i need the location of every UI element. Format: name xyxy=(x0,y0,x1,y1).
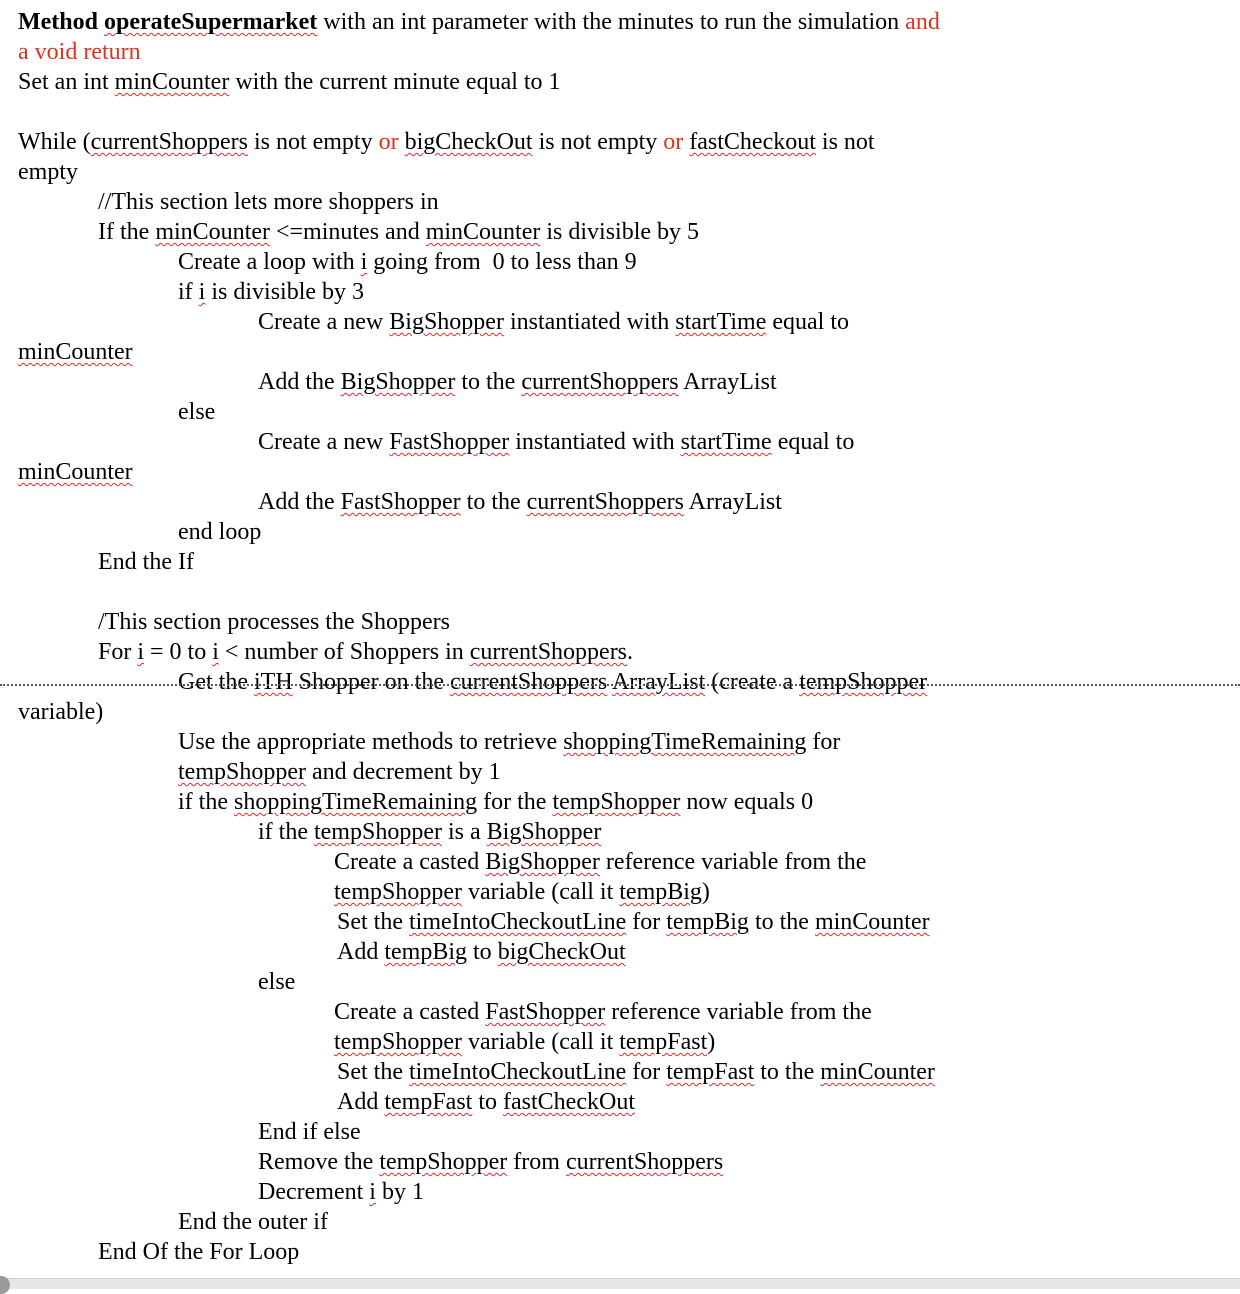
text-line xyxy=(334,1027,715,1057)
text-line xyxy=(98,547,194,577)
spellcheck-flagged-word: currentShoppers xyxy=(565,1149,724,1175)
spellcheck-flagged-word: shoppingTimeRemaining xyxy=(563,729,807,755)
text-line xyxy=(337,937,626,967)
text-line xyxy=(337,1057,935,1087)
text-segment: (create a xyxy=(705,669,800,695)
spellcheck-flagged-word: tempFast xyxy=(619,1029,708,1055)
text-segment: If the xyxy=(98,219,156,245)
spellcheck-flagged-word: i xyxy=(137,639,145,665)
spellcheck-flagged-word: minCounter xyxy=(18,339,133,365)
text-segment: to the xyxy=(460,489,527,515)
text-segment: . xyxy=(627,639,634,665)
text-segment: if the xyxy=(178,789,234,815)
spellcheck-flagged-word: timeIntoCheckoutLine xyxy=(409,909,627,935)
text-segment: from xyxy=(507,1149,566,1175)
text-line xyxy=(98,607,450,637)
spellcheck-flagged-word: fastCheckout xyxy=(689,129,816,155)
text-segment: with an int parameter with the minutes to run the simulation xyxy=(317,9,906,35)
text-segment: end loop xyxy=(178,519,262,545)
text-line xyxy=(337,907,930,937)
text-line xyxy=(178,1207,328,1237)
text-segment: Shopper on the xyxy=(292,669,450,695)
spellcheck-flagged-word: i xyxy=(360,249,368,275)
spellcheck-flagged-word: bigCheckOut xyxy=(404,129,533,155)
spellcheck-flagged-word: BigShopper xyxy=(486,819,602,845)
text-line xyxy=(18,337,133,367)
spellcheck-flagged-word: timeIntoCheckoutLine xyxy=(409,1059,627,1085)
text-line xyxy=(18,697,103,727)
spellcheck-flagged-word: tempShopper xyxy=(552,789,681,815)
spellcheck-flagged-word: fastCheckOut xyxy=(503,1089,635,1115)
text-segment: is divisible by 3 xyxy=(205,279,365,305)
spellcheck-flagged-word: FastShopper xyxy=(485,999,606,1025)
spellcheck-flagged-word: tempShopper xyxy=(379,1149,508,1175)
text-segment: for xyxy=(806,729,841,755)
text-segment: Create a loop with xyxy=(178,249,361,275)
spellcheck-flagged-word: startTime xyxy=(675,309,767,335)
text-line xyxy=(258,967,295,997)
text-segment: else xyxy=(178,399,216,425)
spellcheck-flagged-word: startTime xyxy=(680,429,772,455)
spellcheck-flagged-word: tempBig xyxy=(666,909,749,935)
spellcheck-flagged-word: currentShoppers xyxy=(90,129,248,155)
text-line xyxy=(258,307,849,337)
text-segment: and xyxy=(905,9,940,35)
text-segment: instantiated with xyxy=(503,309,676,335)
text-line xyxy=(334,877,710,907)
text-line xyxy=(178,667,927,697)
text-line xyxy=(258,487,782,517)
text-line xyxy=(18,157,78,187)
spellcheck-flagged-word: FastShopper xyxy=(340,489,461,515)
text-line xyxy=(178,517,261,547)
text-segment: variable (call it xyxy=(461,1029,620,1055)
text-segment: is a xyxy=(441,819,487,845)
text-segment: /This section processes the Shoppers xyxy=(98,609,450,635)
text-segment: Use the appropriate methods to retrieve xyxy=(178,729,564,755)
text-line xyxy=(98,217,699,247)
text-segment: ) xyxy=(707,1029,716,1055)
text-segment: Get the xyxy=(178,669,254,695)
spellcheck-flagged-word: minCounter xyxy=(820,1059,935,1085)
spellcheck-flagged-word: minCounter xyxy=(155,219,270,245)
text-segment: Add the xyxy=(258,369,341,395)
text-segment: is not empty xyxy=(532,129,664,155)
text-segment: reference variable from the xyxy=(599,849,867,875)
text-segment: for xyxy=(626,1059,667,1085)
text-segment: //This section lets more shoppers in xyxy=(98,189,439,215)
spellcheck-flagged-word: minCounter xyxy=(814,909,930,935)
spellcheck-flagged-word: BigShopper xyxy=(389,309,504,335)
text-segment: a void return xyxy=(18,39,141,65)
text-line xyxy=(334,847,866,877)
text-line xyxy=(178,787,813,817)
text-segment: else xyxy=(258,969,296,995)
text-segment: and decrement by 1 xyxy=(305,759,501,785)
text-line xyxy=(18,7,940,37)
text-segment: Set the xyxy=(337,909,409,935)
text-segment: = 0 to xyxy=(144,639,213,665)
text-segment: Create a casted xyxy=(334,999,486,1025)
text-segment: to the xyxy=(754,1059,821,1085)
text-segment: End the outer if xyxy=(178,1209,328,1235)
spellcheck-flagged-word: minCounter xyxy=(425,219,541,245)
text-segment: to the xyxy=(748,909,815,935)
text-segment: is divisible by 5 xyxy=(540,219,700,245)
text-segment: End if else xyxy=(258,1119,361,1145)
text-segment: ) xyxy=(701,879,710,905)
text-line xyxy=(337,1087,635,1117)
spellcheck-flagged-word: i xyxy=(198,279,206,305)
text-segment: if xyxy=(178,279,199,305)
spellcheck-flagged-word: operateSupermarket xyxy=(104,9,318,35)
spellcheck-flagged-word: tempBig xyxy=(384,939,468,965)
text-segment: Create a new xyxy=(258,429,390,455)
spellcheck-flagged-word: bigCheckOut xyxy=(497,939,626,965)
spellcheck-flagged-word: BigShopper xyxy=(485,849,600,875)
spellcheck-flagged-word: BigShopper xyxy=(340,369,456,395)
text-segment: now equals 0 xyxy=(680,789,814,815)
text-segment: Decrement xyxy=(258,1179,370,1205)
spellcheck-flagged-word: minCounter xyxy=(18,459,133,485)
text-segment: Method xyxy=(18,9,104,35)
spellcheck-flagged-word: i xyxy=(212,639,219,665)
text-segment: for xyxy=(626,909,667,935)
text-segment: Create a new xyxy=(258,309,390,335)
text-segment: Add the xyxy=(258,489,341,515)
text-line xyxy=(98,187,439,217)
spellcheck-flagged-word: currentShoppers xyxy=(469,639,628,665)
spellcheck-flagged-word: tempBig xyxy=(619,879,702,905)
text-segment: for the xyxy=(477,789,553,815)
horizontal-scrollbar[interactable] xyxy=(0,1278,1240,1289)
text-line xyxy=(98,1237,299,1267)
text-segment: ArrayList xyxy=(678,369,777,395)
text-line xyxy=(98,637,633,667)
text-segment: < number of Shoppers in xyxy=(218,639,470,665)
spellcheck-flagged-word: shoppingTimeRemaining xyxy=(233,789,478,815)
text-segment: ArrayList xyxy=(683,489,782,515)
text-segment: variable) xyxy=(18,699,104,725)
spellcheck-flagged-word: minCounter xyxy=(114,69,230,95)
spellcheck-flagged-word: iTH xyxy=(253,669,293,695)
text-segment: is not empty xyxy=(247,129,379,155)
text-line xyxy=(18,457,133,487)
spellcheck-flagged-word: tempShopper xyxy=(799,669,928,695)
spellcheck-flagged-word: currentShoppers xyxy=(526,489,684,515)
text-segment: End the If xyxy=(98,549,194,575)
spellcheck-flagged-word: tempFast xyxy=(666,1059,755,1085)
spellcheck-flagged-word: tempShopper xyxy=(334,1029,462,1055)
spellcheck-flagged-word: tempShopper xyxy=(178,759,306,785)
text-segment: or xyxy=(663,129,684,155)
text-segment: empty xyxy=(18,159,78,185)
text-segment: Add xyxy=(337,939,385,965)
text-line xyxy=(258,427,854,457)
text-segment: Create a casted xyxy=(334,849,486,875)
text-line xyxy=(178,757,501,787)
spellcheck-flagged-word: currentShoppers xyxy=(449,669,608,695)
text-segment: by 1 xyxy=(375,1179,424,1205)
text-line xyxy=(18,127,875,157)
spellcheck-flagged-word: tempShopper xyxy=(313,819,442,845)
spellcheck-flagged-word: tempFast xyxy=(384,1089,473,1115)
page-break-dotted-line xyxy=(0,684,1240,686)
text-line xyxy=(258,1177,424,1207)
text-segment: is not xyxy=(815,129,875,155)
text-segment: While ( xyxy=(18,129,91,155)
text-line xyxy=(18,67,561,97)
text-segment: instantiated with xyxy=(509,429,681,455)
text-segment: variable (call it xyxy=(461,879,620,905)
text-segment: Add xyxy=(337,1089,385,1115)
text-segment: End Of the For Loop xyxy=(98,1239,300,1265)
spellcheck-flagged-word: tempShopper xyxy=(334,879,462,905)
text-line xyxy=(258,1147,723,1177)
text-segment: or xyxy=(378,129,399,155)
spellcheck-flagged-word: ArrayList xyxy=(611,669,706,695)
text-segment: For xyxy=(98,639,138,665)
text-line xyxy=(258,817,601,847)
text-line xyxy=(258,1117,361,1147)
text-segment: Set an int xyxy=(18,69,115,95)
text-line xyxy=(178,727,840,757)
text-line xyxy=(18,37,141,67)
text-segment: <=minutes and xyxy=(269,219,426,245)
text-line xyxy=(178,397,215,427)
text-segment: going from 0 to less than 9 xyxy=(367,249,637,275)
text-segment: to xyxy=(472,1089,504,1115)
text-line xyxy=(178,277,364,307)
text-segment: equal to xyxy=(766,309,850,335)
text-segment: if the xyxy=(258,819,314,845)
text-line xyxy=(178,247,637,277)
text-segment: to the xyxy=(455,369,522,395)
text-line xyxy=(334,997,872,1027)
text-segment: to xyxy=(467,939,498,965)
text-segment: Set the xyxy=(337,1059,409,1085)
text-segment: reference variable from the xyxy=(605,999,872,1025)
text-segment: Remove the xyxy=(258,1149,380,1175)
spellcheck-flagged-word: currentShoppers xyxy=(521,369,679,395)
text-segment: equal to xyxy=(771,429,855,455)
spellcheck-flagged-word: FastShopper xyxy=(389,429,510,455)
spellcheck-flagged-word: i xyxy=(369,1179,376,1205)
text-line xyxy=(258,367,777,397)
text-segment: with the current minute equal to 1 xyxy=(229,69,561,95)
